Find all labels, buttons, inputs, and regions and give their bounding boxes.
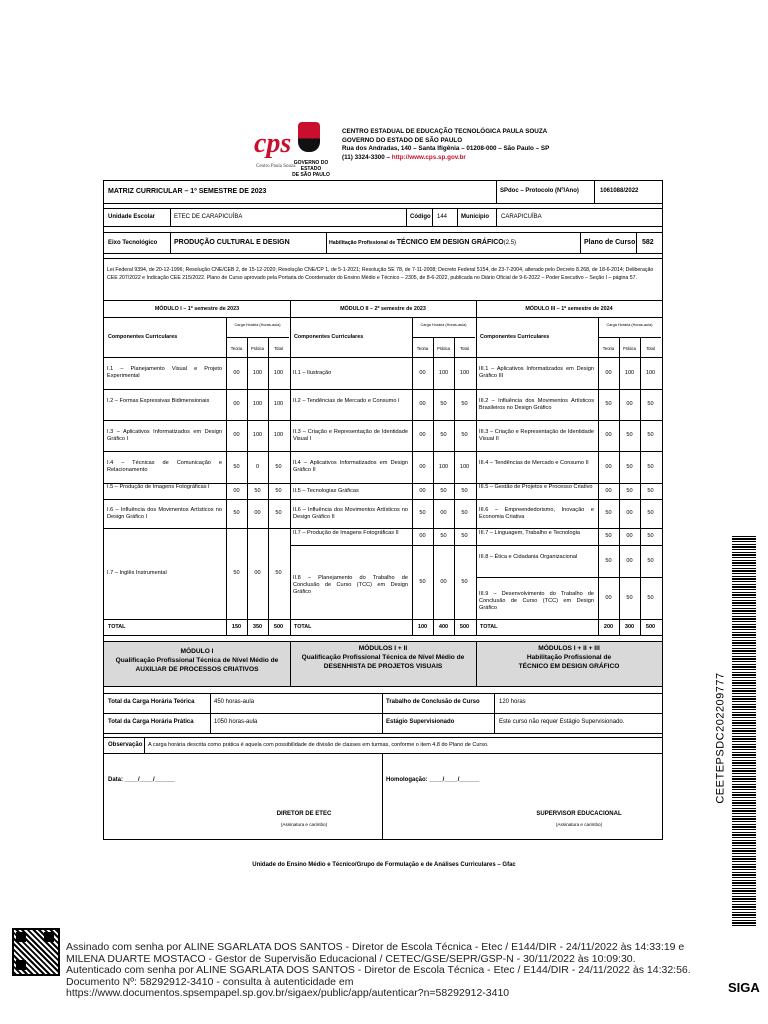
table-cell-tot: 50: [647, 487, 654, 494]
siga-logo: SIGA: [728, 980, 760, 995]
table-cell-tot: 100: [459, 369, 470, 376]
module-2-total-label: TOTAL: [294, 624, 312, 630]
module-2-col-1: Prática: [436, 346, 451, 351]
qualification-3: MÓDULOS I + II + III Habilitação Profissional de TÉCNICO EM DESIGN GRÁFICO: [518, 645, 620, 670]
table-cell-t: 50: [419, 510, 426, 516]
table-cell-p: 00: [626, 557, 633, 564]
table-cell-tot: 50: [647, 533, 654, 539]
table-cell-p: 100: [252, 369, 263, 376]
table-row-name: II.6 – Influência dos Movimentos Artísticos no Design Gráfico II: [293, 506, 408, 520]
table-cell-t: 00: [419, 432, 426, 438]
table-row-name: I.2 – Formas Expressivas Bidimensionais: [107, 397, 210, 404]
table-row-name: I.7 – Inglês Instrumental: [107, 570, 167, 576]
module-1-total-p: 350: [252, 624, 263, 630]
module-2-title: MÓDULO II – 2º semestre de 2023: [340, 306, 426, 312]
barcode-text: CEETEPSDC202209777: [714, 672, 727, 804]
module-1-ch-label: Carga Horária (Horas-aula): [234, 323, 281, 327]
table-cell-tot: 100: [273, 401, 284, 407]
table-cell-p: 50: [626, 594, 633, 601]
total-pratica-value: 1050 horas-aula: [214, 719, 258, 725]
table-cell-t: 00: [233, 432, 240, 438]
table-row-name: I.5 – Produção de Imagens Fotográficas I: [107, 484, 210, 490]
diretor-sub: (Assinatura e carimbo): [280, 822, 328, 827]
table-cell-p: 50: [626, 432, 633, 438]
table-row-name: II.8 – Planejamento do Trabalho de Conclusão de Curso (TCC) em Design Gráfico: [293, 575, 408, 595]
document-header: [254, 122, 550, 182]
table-row-name: II.4 – Aplicativos Informatizados em Design Gráfico II: [293, 460, 408, 473]
estagio-label: Estágio Supervisionado: [386, 719, 455, 725]
module-1-col-1: Prática: [250, 346, 265, 351]
gov-label: GOVERNO DO ESTADO DE SÃO PAULO: [292, 160, 330, 178]
module-3-total-t: 200: [603, 624, 614, 630]
qr-code-icon: [12, 928, 60, 976]
table-cell-t: 00: [605, 432, 612, 438]
total-pratica-label: Total da Carga Horária Prática: [108, 719, 194, 725]
table-cell-tot: 50: [647, 510, 654, 516]
module-3-title: MÓDULO III – 1º semestre de 2024: [525, 306, 613, 312]
unit-footer: Unidade do Ensino Médio e Técnico/Grupo de Formulação e de Análises Curriculares – Gfac: [252, 862, 516, 868]
table-cell-p: 00: [254, 570, 261, 576]
table-cell-t: 50: [233, 510, 240, 516]
municipio-label: Município: [461, 214, 489, 220]
total-teorica-label: Total da Carga Horária Teórica: [108, 699, 195, 705]
table-row-name: I.4 – Técnicas de Comunicação e Relacionamento: [107, 460, 222, 473]
habilitacao-field: Habilitação Profissional de TÉCNICO EM DESIGN GRÁFICO(2.5): [329, 239, 517, 246]
table-cell-tot: 50: [275, 570, 282, 576]
table-cell-t: 50: [605, 557, 612, 564]
table-row-name: III.4 – Tendências de Mercado e Consumo II: [479, 460, 589, 466]
homologacao-field[interactable]: Homologação: ____/____/______: [386, 777, 480, 783]
table-row-name: III.5 – Gestão de Projetos e Processo Criativo: [479, 484, 593, 490]
module-2-total-t: 100: [417, 624, 428, 630]
table-row-name: III.1 – Aplicativos Informatizados em Design Gráfico III: [479, 366, 594, 379]
table-cell-tot: 50: [275, 487, 282, 494]
table-cell-p: 50: [440, 533, 447, 539]
table-row-name: II.5 – Tecnologias Gráficas: [293, 487, 359, 494]
table-cell-p: 100: [252, 401, 263, 407]
unidade-value: ETEC DE CARAPICUÍBA: [174, 214, 243, 220]
module-2-total-tot: 500: [459, 624, 470, 630]
table-cell-t: 50: [605, 533, 612, 539]
sp-coat-of-arms-icon: [298, 122, 320, 152]
module-3-total-label: TOTAL: [480, 624, 498, 630]
table-cell-p: 50: [626, 487, 633, 494]
table-cell-tot: 50: [461, 487, 468, 494]
module-2-ch-label: Carga Horária (Horas-aula): [420, 323, 467, 327]
module-2-comp-label: Componentes Curriculares: [294, 334, 364, 340]
table-cell-tot: 50: [647, 432, 654, 438]
eixo-label: Eixo Tecnológico: [108, 240, 158, 246]
table-row-name: II.3 – Criação e Representação de Identidade Visual I: [293, 428, 408, 442]
data-field[interactable]: Data: ____/____/______: [108, 777, 175, 783]
qualification-2: MÓDULOS I + II Qualificação Profissional Técnica de Nível Médio de DESENHISTA DE PROJETOS VISUAIS: [301, 645, 465, 670]
module-1-title: MÓDULO I – 1º semestre de 2023: [154, 306, 240, 312]
table-row-name: III.6 – Empreendedorismo, Inovação e Economia Criativa: [479, 506, 594, 520]
module-1-col-0: Teoria: [230, 346, 243, 351]
cps-logo: cps Centro Paula Souza: [254, 128, 296, 169]
table-cell-p: 0: [255, 463, 260, 470]
module-3-comp-label: Componentes Curriculares: [480, 334, 550, 340]
table-cell-t: 00: [419, 401, 426, 407]
table-cell-t: 00: [419, 463, 426, 470]
table-cell-t: 50: [605, 510, 612, 516]
table-cell-t: 00: [233, 369, 240, 376]
module-1-total-label: TOTAL: [108, 624, 126, 630]
table-cell-t: 00: [419, 533, 426, 539]
module-3-total-tot: 500: [645, 624, 656, 630]
table-row-name: III.3 – Criação e Representação de Identidade Visual II: [479, 428, 594, 442]
table-cell-tot: 50: [461, 401, 468, 407]
table-row-name: III.9 – Desenvolvimento do Trabalho de Conclusão de Curso (TCC) em Design Gráfico: [479, 591, 594, 611]
table-cell-t: 50: [605, 401, 612, 407]
codigo-value: 144: [437, 214, 448, 220]
table-cell-t: 50: [419, 578, 426, 585]
table-cell-p: 00: [440, 510, 447, 516]
form-title: MATRIZ CURRICULAR – 1º SEMESTRE DE 2023: [108, 188, 267, 195]
table-cell-tot: 50: [461, 578, 468, 585]
table-row-name: I.3 – Aplicativos Informatizados em Design Gráfico I: [107, 428, 222, 442]
table-cell-p: 50: [440, 401, 447, 407]
institution-block: CENTRO ESTADUAL DE EDUCAÇÃO TECNOLÓGICA PAULA SOUZA GOVERNO DO ESTADO DE SÃO PAULO Rua dos Andradas, 140 – Santa Ifigênia – 01208-000 – São Paulo – SP (11) 3324-3300 – http://www.cps.sp.gov.br: [342, 128, 550, 161]
table-cell-t: 00: [605, 463, 612, 470]
table-row-name: I.6 – Influência dos Movimentos Artísticos no Design Gráfico I: [107, 506, 222, 520]
table-cell-tot: 50: [647, 463, 654, 470]
table-cell-tot: 100: [645, 369, 656, 376]
obs-label: Observação: [108, 742, 143, 748]
table-cell-t: 00: [233, 401, 240, 407]
table-cell-p: 00: [626, 401, 633, 407]
table-row-name: III.2 – Influência dos Movimentos Artísticos Brasileiros no Design Gráfico: [479, 397, 594, 411]
table-cell-tot: 50: [275, 510, 282, 516]
table-row-name: II.2 – Tendências de Mercado e Consumo I: [293, 397, 400, 404]
table-row-name: II.1 – Ilustração: [293, 369, 332, 376]
table-cell-tot: 50: [647, 401, 654, 407]
table-cell-tot: 50: [461, 432, 468, 438]
module-2-total-p: 400: [438, 624, 449, 630]
table-cell-tot: 100: [273, 432, 284, 438]
table-cell-p: 100: [624, 369, 635, 376]
table-cell-t: 00: [605, 369, 612, 376]
table-row-name: III.8 – Ética e Cidadania Organizacional: [479, 554, 578, 560]
table-row-name: II.7 – Produção de Imagens Fotográficas II: [293, 529, 399, 536]
legal-basis: Lei Federal 9394, de 20-12-1996; Resolução CNE/CEB 2, de 15-12-2020; Resolução CNE/CP 1, de 5-1-2021; Resolução SE 78, de 7-11-2008; Decreto Federal 5154, de 23-7-2004, alterado pelo Decreto 8.268, de 18-6-2014; Deliberação CEE 207/2022 e Indicação CEE 215/2022. Plano de Curso aprovado pela Portaria do Coordenador do Ensino Médio e Técnico – 2305, de 8-6-2022, publicada no Diário Oficial de 9-6-2022 – Poder Executivo – Seção I – página 57.: [107, 267, 654, 281]
tcc-value: 120 horas: [499, 699, 526, 705]
table-cell-p: 00: [254, 510, 261, 516]
obs-value: A carga horária descrita como prática é aquela com possibilidade de divisão de classes em turmas, conforme o item 4.8 do Plano de Curso.: [148, 742, 489, 748]
table-row-name: I.1 – Planejamento Visual e Projeto Experimental: [107, 366, 222, 379]
table-cell-p: 100: [252, 432, 263, 438]
table-cell-p: 100: [438, 463, 449, 470]
module-1-total-tot: 500: [273, 624, 284, 630]
module-1-col-2: Total: [274, 346, 283, 351]
table-cell-tot: 50: [275, 463, 282, 470]
table-cell-t: 00: [605, 487, 612, 494]
estagio-value: Este curso não requer Estágio Supervisionado.: [499, 719, 625, 725]
table-cell-t: 00: [419, 369, 426, 376]
module-3-ch-label: Carga Horária (Horas-aula): [606, 323, 653, 327]
table-cell-t: 00: [233, 487, 240, 494]
eixo-value: PRODUÇÃO CULTURAL E DESIGN: [174, 239, 290, 246]
table-cell-t: 50: [233, 570, 240, 576]
module-3-col-1: Prática: [622, 346, 637, 351]
table-cell-t: 50: [233, 463, 240, 470]
supervisor-sub: (Assinatura e carimbo): [555, 822, 603, 827]
table-cell-p: 50: [440, 432, 447, 438]
municipio-value: CARAPICUÍBA: [501, 214, 542, 220]
qualification-1: MÓDULO I Qualificação Profissional Técnica de Nível Médio de AUXILIAR DE PROCESSOS CRIATIVOS: [115, 648, 279, 673]
plano-label: Plano de Curso: [584, 239, 636, 246]
module-3-col-2: Total: [646, 346, 655, 351]
table-row-name: III.7 – Linguagem, Trabalho e Tecnologia: [479, 529, 580, 536]
table-cell-p: 50: [626, 463, 633, 470]
table-cell-p: 00: [626, 533, 633, 539]
module-2-col-0: Teoria: [416, 346, 429, 351]
spdoc-value: 1061088/2022: [600, 188, 639, 194]
table-cell-p: 00: [440, 578, 447, 585]
module-1-comp-label: Componentes Curriculares: [108, 334, 178, 340]
table-cell-p: 00: [626, 510, 633, 516]
table-cell-tot: 100: [459, 463, 470, 470]
unidade-label: Unidade Escolar: [108, 214, 156, 220]
supervisor-label: SUPERVISOR EDUCACIONAL: [536, 811, 622, 817]
table-cell-tot: 100: [273, 369, 284, 376]
table-cell-tot: 50: [461, 510, 468, 516]
table-cell-p: 50: [254, 487, 261, 494]
table-cell-tot: 50: [461, 533, 468, 539]
module-3-total-p: 300: [624, 624, 635, 630]
table-cell-t: 00: [605, 594, 612, 601]
site-link[interactable]: http://www.cps.sp.gov.br: [391, 153, 466, 161]
table-cell-tot: 50: [647, 557, 654, 564]
total-teorica-value: 450 horas-aula: [214, 699, 255, 705]
diretor-label: DIRETOR DE ETEC: [276, 811, 332, 817]
spdoc-label: SPdoc – Protocolo (Nº/Ano): [500, 188, 579, 194]
codigo-label: Código: [410, 214, 431, 220]
module-2-col-2: Total: [460, 346, 469, 351]
module-3-col-0: Teoria: [602, 346, 615, 351]
plano-value: 582: [642, 239, 654, 246]
table-cell-p: 100: [438, 369, 449, 376]
curriculum-matrix-form: [103, 180, 663, 840]
table-cell-t: 00: [419, 487, 426, 494]
table-cell-p: 50: [440, 487, 447, 494]
module-1-total-t: 150: [231, 624, 242, 630]
table-cell-tot: 50: [647, 594, 654, 601]
tcc-label: Trabalho de Conclusão de Curso: [386, 699, 480, 705]
signature-info: Assinado com senha por ALINE SGARLATA DOS SANTOS - Diretor de Escola Técnica - Etec / E144/DIR - 24/11/2022 às 14:33:19 e MILENA DUARTE MOSTACO - Gestor de Supervisão Educacional / CETEC/GSE/SEPR/GSP-N - 30/11/2022 às 10:09:30. Autenticado com senha por ALINE SGARLATA DOS SANTOS - Diretor de Escola Técnica - Etec / E144/DIR - 24/11/2022 às 14:32:56. Documento Nº: 58292912-3410 - consulta à autenticidade em https://www.documentos.spsempapel.sp.gov.br/sigaex/public/app/autenticar?n=58292912-3410: [66, 941, 691, 999]
